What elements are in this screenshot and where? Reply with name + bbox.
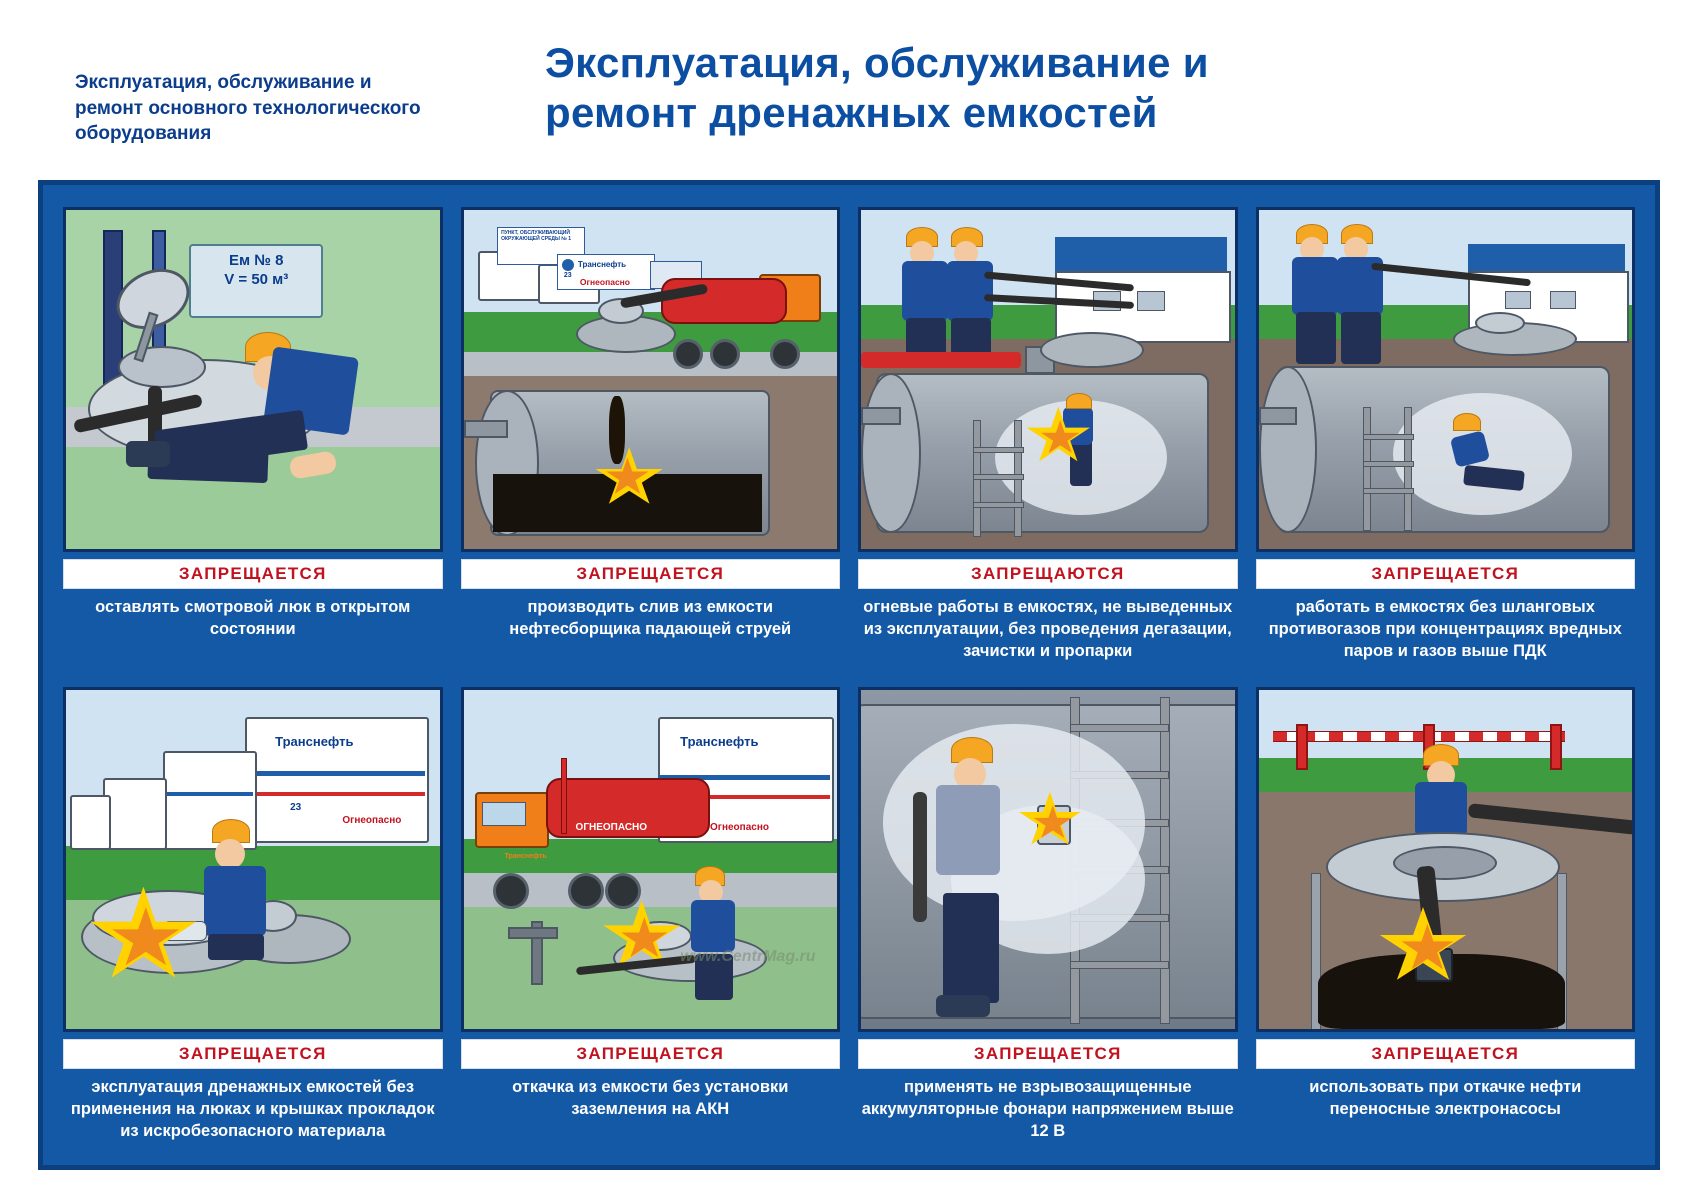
header-side-note: Эксплуатация, обслуживание и ремонт основного технологического оборудования (75, 72, 421, 145)
flammable-label: Огнеопасно (579, 277, 630, 288)
panel-6-illustration (461, 687, 841, 1032)
panel-8 (1256, 687, 1636, 1147)
panel-2-illustration (461, 207, 841, 552)
panel-6-banner: ЗАПРЕЩАЕТСЯ (461, 1039, 841, 1069)
panel-7 (858, 687, 1238, 1147)
panel-1-caption: оставлять смотровой люк в открытом состоянии (95, 598, 411, 638)
panel-7-caption: применять не взрывозащищенные аккумуляторные фонари напряжением выше 12 В (861, 1078, 1234, 1140)
truck-warning-label: ОГНЕОПАСНО (575, 822, 648, 834)
info-sign-text: ПУНКТ, ОБСЛУЖИВАЮЩИЙ ОКРУЖАЮЩЕЙ СРЕДЫ № 1 (501, 229, 571, 242)
tank-brand-label: Транснефть (275, 734, 354, 750)
panel-4-caption: работать в емкостях без шланговых противогазов при концентрациях вредных паров и газов выше ПДК (1268, 598, 1622, 660)
page-title: Эксплуатация, обслуживание и ремонт дренажных емкостей (545, 39, 1209, 136)
panel-1-banner: ЗАПРЕЩАЕТСЯ (63, 559, 443, 589)
panel-8-illustration (1256, 687, 1636, 1032)
panel-4-illustration (1256, 207, 1636, 552)
tank-flammable-label: Огнеопасно (342, 815, 402, 827)
panels-grid (63, 207, 1635, 1147)
panel-1 (63, 207, 443, 667)
poster-header (0, 0, 1700, 185)
tank-brand-number: 23 (290, 801, 302, 813)
brand-label: Транснефть (577, 260, 627, 270)
panel-5-caption: эксплуатация дренажных емкостей без применения на люках и крышках прокладок из искробезопасного материала (70, 1078, 435, 1140)
panel-2 (461, 207, 841, 667)
watermark-text: www.CentrMag.ru (680, 947, 816, 965)
panel-6-caption: откачка из емкости без установки заземления на АКН (512, 1078, 789, 1118)
panel-3 (858, 207, 1238, 667)
brand-number: 23 (563, 272, 572, 280)
panel-6 (461, 687, 841, 1147)
plaque-line-2: V = 50 м³ (224, 270, 289, 288)
panel-5-illustration (63, 687, 443, 1032)
panel-8-banner: ЗАПРЕЩАЕТСЯ (1256, 1039, 1636, 1069)
panel-1-illustration (63, 207, 443, 552)
plaque-line-1: Ем № 8 (229, 251, 284, 269)
panel-3-caption: огневые работы в емкостях, не выведенных из эксплуатации, без проведения дегазации, зачистки и пропарки (863, 598, 1233, 660)
farm-brand-label: Транснефть (680, 734, 759, 750)
panels-board (38, 180, 1660, 1170)
truck-brand-label: Транснефть (504, 852, 547, 860)
panel-5-banner: ЗАПРЕЩАЕТСЯ (63, 1039, 443, 1069)
panel-7-illustration (858, 687, 1238, 1032)
panel-8-caption: использовать при откачке нефти переносные электронасосы (1309, 1078, 1582, 1118)
panel-3-banner: ЗАПРЕЩАЮТСЯ (858, 559, 1238, 589)
farm-flammable-label: Огнеопасно (710, 822, 769, 834)
panel-2-caption: производить слив из емкости нефтесборщика падающей струей (509, 598, 792, 638)
tank-id-plaque (189, 244, 323, 318)
panel-4 (1256, 207, 1636, 667)
panel-5 (63, 687, 443, 1147)
panel-7-banner: ЗАПРЕЩАЕТСЯ (858, 1039, 1238, 1069)
panel-3-illustration (858, 207, 1238, 552)
panel-2-banner: ЗАПРЕЩАЕТСЯ (461, 559, 841, 589)
panel-4-banner: ЗАПРЕЩАЕТСЯ (1256, 559, 1636, 589)
